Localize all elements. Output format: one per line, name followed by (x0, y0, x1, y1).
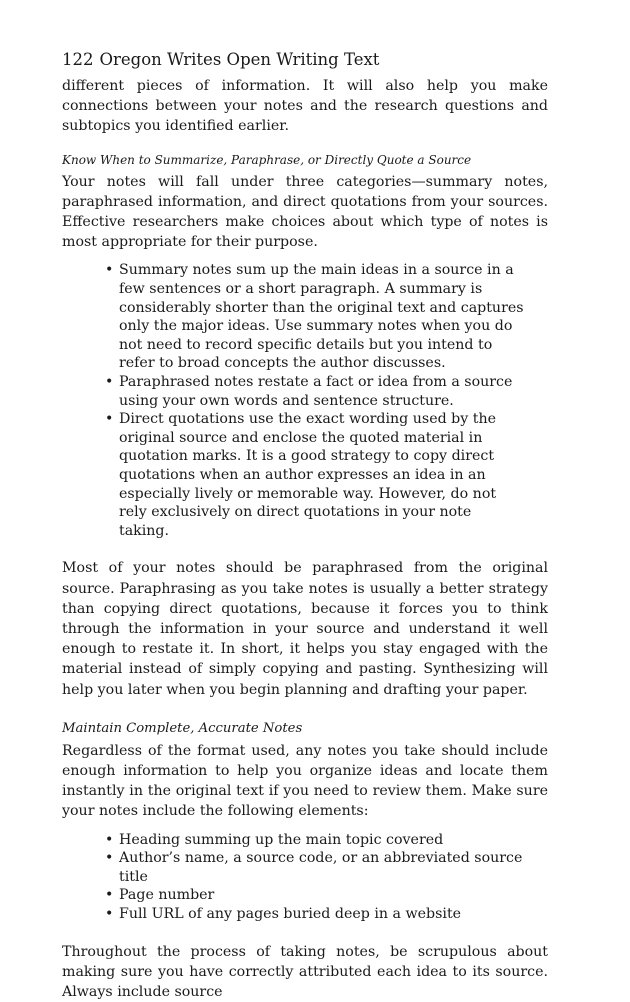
section2-closing-paragraph: Throughout the process of taking notes, be scrupulous about making sure you have correctly attributed each idea to its source. Always include source (62, 943, 548, 1000)
list-item: • Paraphrased notes restate a fact or idea from a source using your own words and sentence structure. (119, 373, 524, 410)
section1-paragraph: Your notes will fall under three categories—summary notes, paraphrased information, and direct quotations from your sources. Effective researchers make choices about which type of notes is most appropriate for their purpose. (62, 173, 548, 251)
book-title: Oregon Writes Open Writing Text (99, 50, 380, 69)
list-item: • Direct quotations use the exact wording used by the original source and enclose the quoted material in quotation marks. It is a good strategy to copy direct quotations when an author expresses an idea in an especially lively or memorable way. However, do not rely exclusively on direct quotations in your note taking. (119, 410, 524, 540)
list-item: • Full URL of any pages buried deep in a website (119, 905, 524, 924)
section1-closing-paragraph: Most of your notes should be paraphrased from the original source. Paraphrasing as you take notes is usually a better strategy than copying direct quotations, because it forces you to think through the information in your source and understand it well enough to restate it. In short, it helps you stay engaged with the material instead of simply copying and pasting. Synthesizing will help you later when you begin planning and drafting your paper. (62, 560, 548, 698)
intro-paragraph: different pieces of information. It will also help you make connections between your notes and the research questions and subtopics you identified earlier. (62, 78, 548, 135)
section2-paragraph: Regardless of the format used, any notes you take should include enough information to help you organize ideas and locate them instantly in the original text if you need to review them. Make sure your notes include the following elements: (62, 742, 548, 820)
note-elements-list (62, 831, 524, 924)
running-header (62, 48, 548, 72)
page-number: 122 (62, 50, 94, 69)
list-item: • Heading summing up the main topic covered (119, 831, 524, 850)
list-item: • Page number (119, 886, 524, 905)
section-heading-maintain: Maintain Complete, Accurate Notes (62, 720, 303, 736)
section-heading-summarize: Know When to Summarize, Paraphrase, or Directly Quote a Source (62, 152, 472, 167)
note-types-list (62, 261, 524, 540)
list-item: • Author’s name, a source code, or an abbreviated source title (119, 849, 524, 886)
page-content (62, 48, 548, 1002)
list-item: • Summary notes sum up the main ideas in a source in a few sentences or a short paragraph. A summary is considerably shorter than the original text and captures only the major ideas. Use summary notes when you do not need to record specific details but you intend to refer to broad concepts the author discusses. (119, 261, 524, 373)
